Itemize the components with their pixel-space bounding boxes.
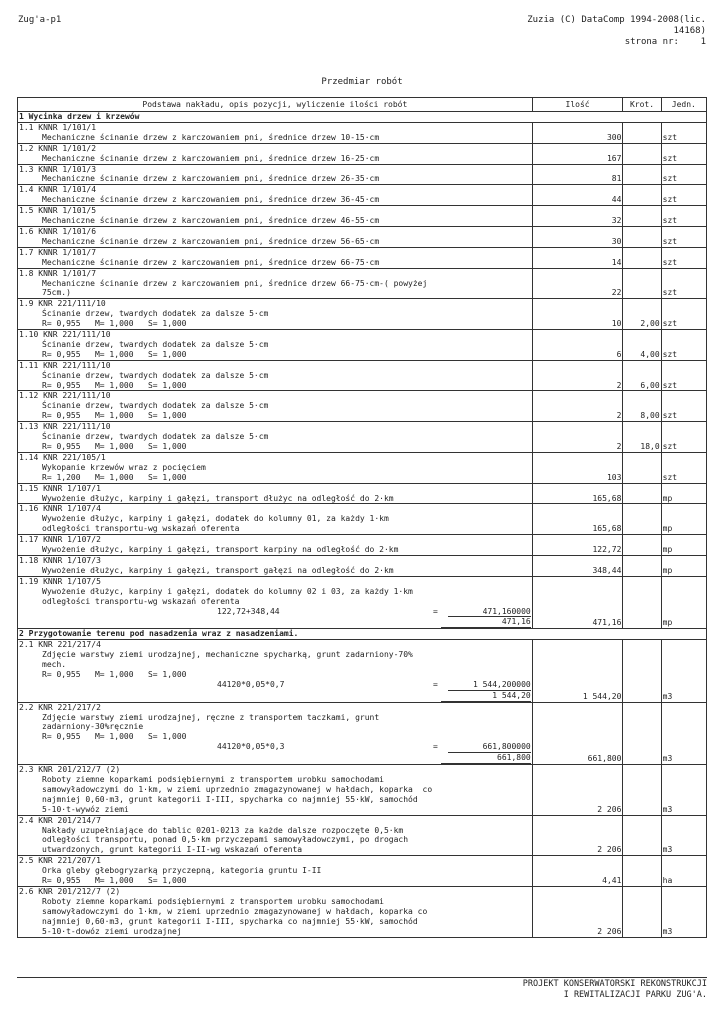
item-line: R= 1,200 M= 1,000 S= 1,000 — [42, 472, 187, 482]
item-description — [18, 640, 533, 702]
table-row — [18, 330, 707, 361]
item-line: zadarniony-30%ręcznie — [42, 722, 144, 732]
item-quantity: 2 206 — [532, 886, 623, 937]
item-description — [18, 765, 533, 816]
item-line: Zdjęcie warstwy ziemi urodzajnej, ręczne z transportem taczkami, grunt — [42, 712, 380, 722]
item-quantity: 167 — [532, 143, 623, 164]
calc-equals: = — [433, 742, 438, 752]
item-line: Mechaniczne ścinanie drzew z karczowaniem pni, średnice drzew 46-55·cm — [42, 216, 380, 226]
item-unit: szt — [661, 143, 706, 164]
item-line: Nakłady uzupełniające do tablic 0201-0213 za każde dalsze rozpoczęte 0,5·km — [42, 825, 404, 835]
item-reference: 2.3 KNR 201/212/7 (2) — [19, 765, 121, 775]
item-line: Roboty ziemne koparkami podsiębiernymi z transportem urobku samochodami — [42, 775, 384, 784]
item-description — [18, 576, 533, 629]
item-multiplier — [623, 247, 661, 268]
item-description — [18, 856, 533, 887]
item-reference: 1.5 KNNR 1/101/5 — [19, 206, 97, 216]
item-multiplier — [623, 815, 661, 856]
item-description — [18, 535, 533, 556]
item-unit: mp — [661, 576, 706, 629]
table-row — [18, 206, 707, 227]
table-row — [18, 226, 707, 247]
item-quantity: 661,800 — [532, 702, 623, 764]
item-multiplier — [623, 886, 661, 937]
item-reference: 1.8 KNNR 1/101/7 — [19, 268, 97, 278]
section-row — [18, 629, 707, 640]
item-unit: mp — [661, 504, 706, 535]
item-quantity: 44 — [532, 185, 623, 206]
item-reference: 2.5 KNR 221/207/1 — [19, 856, 101, 866]
item-quantity: 348,44 — [532, 555, 623, 576]
table-row — [18, 422, 707, 453]
table-row — [18, 815, 707, 856]
item-quantity: 300 — [532, 122, 623, 143]
item-line: R= 0,955 M= 1,000 S= 1,000 — [42, 669, 187, 679]
software-credit: Zuzia (C) DataComp 1994-2008(lic. — [527, 15, 706, 25]
item-description — [18, 483, 533, 504]
item-multiplier — [623, 640, 661, 702]
item-reference: 1.1 KNNR 1/101/1 — [19, 122, 97, 132]
item-line: 5-10·t-dowóz ziemi urodzajnej — [42, 926, 182, 936]
item-unit: szt — [661, 206, 706, 227]
item-reference: 1.4 KNNR 1/101/4 — [19, 185, 97, 195]
item-line: Ścinanie drzew, twardych dodatek za dalsze 5·cm — [42, 309, 269, 319]
item-reference: 1.19 KNNR 1/107/5 — [19, 576, 101, 586]
item-unit: szt — [661, 452, 706, 483]
table-body — [18, 112, 707, 938]
item-unit: mp — [661, 483, 706, 504]
item-line: Mechaniczne ścinanie drzew z karczowaniem pni, średnice drzew 26-35·cm — [42, 174, 380, 184]
item-line: najmniej 0,60·m3, grunt kategorii I-III, spycharka co najmniej 55·kW, samochód — [42, 794, 418, 804]
item-description — [18, 226, 533, 247]
item-unit: szt — [661, 422, 706, 453]
item-multiplier — [623, 185, 661, 206]
item-quantity: 10 — [532, 299, 623, 330]
calc-expression: 122,72+348,44 — [217, 606, 280, 616]
item-unit: szt — [661, 330, 706, 361]
item-line: samowyładowczymi do 1·km, w ziemi uprzednio zmagazynowanej w hałdach, koparka co — [42, 784, 433, 794]
table-row — [18, 247, 707, 268]
item-line: R= 0,955 M= 1,000 S= 1,000 — [42, 442, 187, 451]
item-line: Wywożenie dłużyc, karpiny i gałęzi, transport karpiny na odległość do 2·km — [42, 545, 399, 555]
item-line: Ścinanie drzew, twardych dodatek za dalsze 5·cm — [42, 370, 269, 380]
item-description — [18, 299, 533, 330]
table-row — [18, 391, 707, 422]
table-row — [18, 483, 707, 504]
col-quantity: Ilość — [532, 98, 623, 112]
table-row — [18, 576, 707, 629]
table-row — [18, 886, 707, 937]
item-description — [18, 206, 533, 227]
item-line: 5-10·t-wywóz ziemi — [42, 804, 129, 814]
item-quantity: 2 — [532, 360, 623, 391]
item-reference: 1.18 KNNR 1/107/3 — [19, 555, 101, 565]
table-row — [18, 555, 707, 576]
item-line: Wykopanie krzewów wraz z pocięciem — [42, 462, 206, 472]
item-line: Mechaniczne ścinanie drzew z karczowaniem pni, średnice drzew 36-45·cm — [42, 195, 380, 205]
item-line: R= 0,955 M= 1,000 S= 1,000 — [42, 732, 187, 742]
doc-code: Zug'a-p1 — [18, 15, 62, 25]
item-multiplier — [623, 143, 661, 164]
bill-of-quantities-table — [17, 97, 707, 938]
item-line: Wywożenie dłużyc, karpiny i gałęzi, transport gałęzi na odległość do 2·km — [42, 565, 394, 575]
item-reference: 1.3 KNNR 1/101/3 — [19, 164, 97, 174]
item-description — [18, 452, 533, 483]
item-description — [18, 391, 533, 422]
item-quantity: 165,68 — [532, 483, 623, 504]
item-line: R= 0,955 M= 1,000 S= 1,000 — [42, 319, 187, 329]
item-quantity: 22 — [532, 268, 623, 299]
item-quantity: 471,16 — [532, 576, 623, 629]
item-description — [18, 886, 533, 937]
item-line: Mechaniczne ścinanie drzew z karczowaniem pni, średnice drzew 16-25·cm — [42, 153, 380, 163]
item-line: utwardzonych, grunt kategorii I-II-wg wskazań oferenta — [42, 845, 303, 855]
page-title: Przedmiar robót — [321, 77, 403, 87]
item-reference: 1.7 KNNR 1/101/7 — [19, 247, 97, 257]
item-unit: szt — [661, 299, 706, 330]
item-reference: 2.2 KNR 221/217/2 — [19, 702, 101, 712]
item-reference: 1.2 KNNR 1/101/2 — [19, 143, 97, 153]
item-quantity: 30 — [532, 226, 623, 247]
footer-project-line1: PROJEKT KONSERWATORSKI REKONSTRUKCJI — [522, 979, 707, 989]
item-description — [18, 360, 533, 391]
item-unit: m3 — [661, 815, 706, 856]
item-reference: 1.13 KNR 221/111/10 — [19, 422, 111, 432]
item-quantity: 6 — [532, 330, 623, 361]
item-reference: 1.17 KNNR 1/107/2 — [19, 535, 101, 545]
item-line: odległości transportu, ponad 0,5·km przyczepami samowyładowczymi, po drogach — [42, 835, 409, 845]
item-reference: 1.16 KNNR 1/107/4 — [19, 504, 101, 514]
item-line: 75cm.) — [42, 288, 71, 298]
item-description — [18, 330, 533, 361]
item-unit: szt — [661, 185, 706, 206]
table-row — [18, 143, 707, 164]
item-description — [18, 143, 533, 164]
item-line: Mechaniczne ścinanie drzew z karczowaniem pni, średnice drzew 66-75·cm — [42, 257, 380, 267]
item-unit: szt — [661, 360, 706, 391]
table-row — [18, 535, 707, 556]
item-multiplier — [623, 576, 661, 629]
table-row — [18, 299, 707, 330]
calc-expression: 44120*0,05*0,3 — [217, 742, 285, 752]
item-unit: ha — [661, 856, 706, 887]
col-unit: Jedn. — [661, 98, 706, 112]
item-unit: m3 — [661, 640, 706, 702]
item-quantity: 165,68 — [532, 504, 623, 535]
item-multiplier — [623, 164, 661, 185]
item-line: odległości transportu-wg wskazań oferenta — [42, 524, 240, 534]
table-header-row — [18, 98, 707, 112]
table-row — [18, 452, 707, 483]
item-multiplier — [623, 268, 661, 299]
item-description — [18, 122, 533, 143]
item-line: Orka gleby głebogryzarką przyczepną, kategoria gruntu I-II — [42, 866, 322, 876]
item-multiplier — [623, 206, 661, 227]
item-description — [18, 247, 533, 268]
item-quantity: 4,41 — [532, 856, 623, 887]
item-multiplier — [623, 483, 661, 504]
item-unit: szt — [661, 391, 706, 422]
item-calculation — [19, 607, 531, 618]
item-line: odległości transportu-wg wskazań oferenta — [42, 596, 240, 606]
item-multiplier — [623, 452, 661, 483]
item-reference: 2.1 KNR 221/217/4 — [19, 640, 101, 650]
item-reference: 2.4 KNR 201/214/7 — [19, 815, 101, 825]
col-multiplier: Krot. — [623, 98, 661, 112]
item-line: R= 0,955 M= 1,000 S= 1,000 — [42, 349, 187, 359]
item-quantity: 32 — [532, 206, 623, 227]
item-description — [18, 555, 533, 576]
item-quantity: 81 — [532, 164, 623, 185]
item-multiplier — [623, 856, 661, 887]
item-description — [18, 185, 533, 206]
calc-result: 1 544,200000 — [448, 680, 531, 691]
calc-expression: 44120*0,05*0,7 — [217, 679, 285, 689]
table-row — [18, 702, 707, 764]
item-multiplier: 18,0 — [623, 422, 661, 453]
page-number: strona nr: 1 — [624, 37, 706, 47]
footer — [523, 979, 707, 1000]
item-line: Ścinanie drzew, twardych dodatek za dalsze 5·cm — [42, 432, 269, 442]
item-reference: 1.10 KNR 221/111/10 — [19, 330, 111, 340]
item-reference: 1.9 KNR 221/111/10 — [19, 299, 106, 309]
item-calculation — [19, 742, 531, 753]
footer-project-line2: I REWITALIZACJI PARKU ZUG'A. — [563, 989, 707, 1000]
item-multiplier: 2,00 — [623, 299, 661, 330]
item-quantity: 14 — [532, 247, 623, 268]
item-multiplier — [623, 122, 661, 143]
item-quantity: 2 206 — [532, 815, 623, 856]
item-line: Wywożenie dłużyc, karpiny i gałęzi, dodatek do kolumny 02 i 03, za każdy 1·km — [42, 586, 413, 596]
item-unit: szt — [661, 164, 706, 185]
footer-divider — [17, 977, 707, 978]
item-quantity: 2 206 — [532, 765, 623, 816]
license-number: 14168) — [673, 26, 706, 36]
item-multiplier — [623, 702, 661, 764]
item-subtotal: 471,16 — [441, 617, 531, 628]
item-multiplier — [623, 504, 661, 535]
item-unit: m3 — [661, 886, 706, 937]
item-subtotal: 1 544,20 — [441, 691, 531, 702]
calc-result: 661,800000 — [448, 742, 531, 753]
table-row — [18, 185, 707, 206]
item-line: R= 0,955 M= 1,000 S= 1,000 — [42, 380, 187, 390]
item-line: Wywożenie dłużyc, karpiny i gałęzi, transport dłużyc na odległość do 2·km — [42, 493, 394, 503]
item-multiplier — [623, 555, 661, 576]
item-subtotal: 661,800 — [441, 753, 531, 764]
item-description — [18, 702, 533, 764]
item-multiplier — [623, 226, 661, 247]
item-quantity: 122,72 — [532, 535, 623, 556]
section-row — [18, 112, 707, 123]
item-line: Zdjęcie warstwy ziemi urodzajnej, mechaniczne spycharką, grunt zadarniony-70% — [42, 650, 413, 660]
item-line: R= 0,955 M= 1,000 S= 1,000 — [42, 876, 187, 886]
item-quantity: 103 — [532, 452, 623, 483]
item-description — [18, 815, 533, 856]
item-line: Mechaniczne ścinanie drzew z karczowaniem pni, średnice drzew 56-65·cm — [42, 236, 380, 246]
item-line: R= 0,955 M= 1,000 S= 1,000 — [42, 411, 187, 421]
item-reference: 2.6 KNR 201/212/7 (2) — [19, 886, 121, 896]
item-unit: szt — [661, 122, 706, 143]
item-unit: szt — [661, 226, 706, 247]
item-quantity: 2 — [532, 391, 623, 422]
item-reference: 1.11 KNR 221/111/10 — [19, 360, 111, 370]
section-title: 2 Przygotowanie terenu pod nasadzenia wraz z nasadzeniami. — [18, 629, 707, 640]
item-multiplier: 8,00 — [623, 391, 661, 422]
item-reference: 1.14 KNR 221/105/1 — [19, 452, 106, 462]
item-multiplier — [623, 765, 661, 816]
table-row — [18, 164, 707, 185]
table-row — [18, 640, 707, 702]
item-line: Mechaniczne ścinanie drzew z karczowaniem pni, średnice drzew 10-15·cm — [42, 132, 380, 142]
item-unit: szt — [661, 247, 706, 268]
item-calculation — [19, 680, 531, 691]
item-line: Wywożenie dłużyc, karpiny i gałęzi, dodatek do kolumny 01, za każdy 1·km — [42, 514, 389, 524]
calc-result: 471,160000 — [448, 607, 531, 618]
item-multiplier: 6,00 — [623, 360, 661, 391]
table-row — [18, 765, 707, 816]
item-multiplier: 4,00 — [623, 330, 661, 361]
item-reference: 1.15 KNNR 1/107/1 — [19, 483, 101, 493]
item-line: mech. — [42, 660, 67, 670]
section-title: 1 Wycinka drzew i krzewów — [18, 112, 707, 123]
table-row — [18, 122, 707, 143]
item-unit: mp — [661, 555, 706, 576]
item-unit: m3 — [661, 702, 706, 764]
item-quantity: 2 — [532, 422, 623, 453]
calc-equals: = — [433, 606, 438, 616]
page-header-info — [527, 15, 706, 48]
table-row — [18, 504, 707, 535]
item-line: Mechaniczne ścinanie drzew z karczowaniem pni, średnice drzew 66-75·cm-( powyżej — [42, 278, 428, 288]
item-line: najmniej 0,60·m3, grunt kategorii I-III, spycharka co najmniej 55·kW, samochód — [42, 916, 418, 926]
item-line: Roboty ziemne koparkami podsiębiernymi z transportem urobku samochodami — [42, 896, 384, 906]
table-row — [18, 856, 707, 887]
item-description — [18, 164, 533, 185]
calc-equals: = — [433, 679, 438, 689]
item-reference: 1.12 KNR 221/111/10 — [19, 391, 111, 401]
item-multiplier — [623, 535, 661, 556]
item-line: Ścinanie drzew, twardych dodatek za dalsze 5·cm — [42, 401, 269, 411]
table-row — [18, 268, 707, 299]
item-reference: 1.6 KNNR 1/101/6 — [19, 226, 97, 236]
item-description — [18, 504, 533, 535]
item-unit: m3 — [661, 765, 706, 816]
item-line: Ścinanie drzew, twardych dodatek za dalsze 5·cm — [42, 339, 269, 349]
item-unit: szt — [661, 268, 706, 299]
item-description — [18, 268, 533, 299]
item-line: samowyładowczymi do 1·km, w ziemi uprzednio zmagazynowanej w hałdach, koparka co — [42, 906, 428, 916]
item-description — [18, 422, 533, 453]
table-row — [18, 360, 707, 391]
item-unit: mp — [661, 535, 706, 556]
item-quantity: 1 544,20 — [532, 640, 623, 702]
col-description: Podstawa nakładu, opis pozycji, wyliczenie ilości robót — [18, 98, 533, 112]
